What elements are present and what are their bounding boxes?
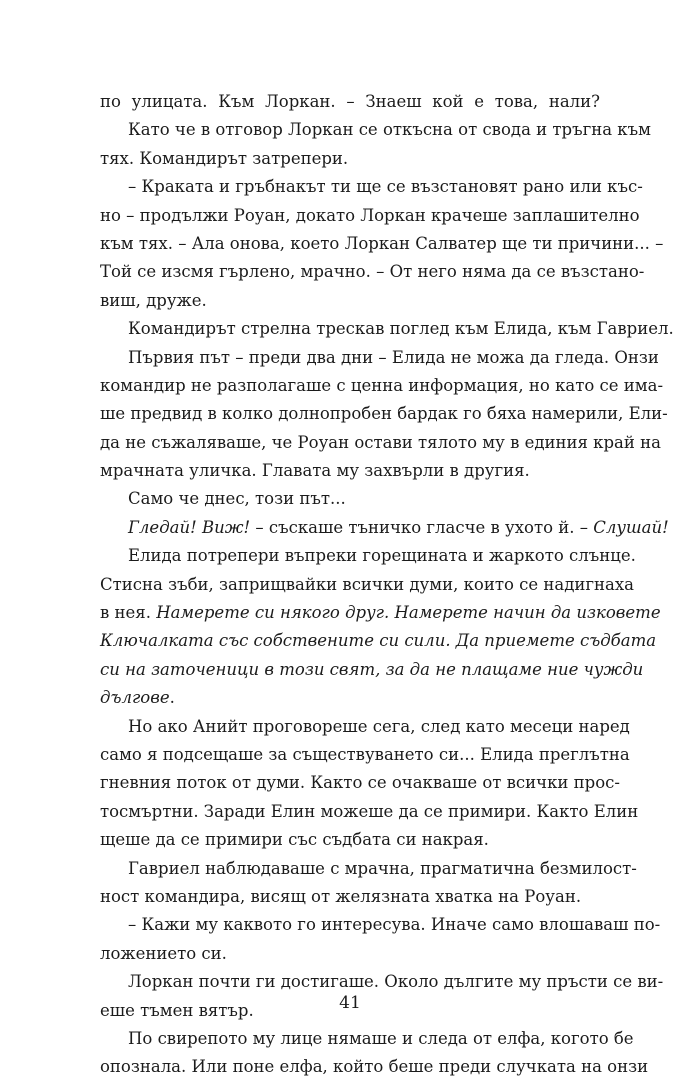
italic-phrase: Намерете си някого друг. Намерете начин да изковете xyxy=(156,603,661,623)
text-line: опознала. Или поне елфа, който беше преди случката на онзи xyxy=(100,1057,649,1077)
text-line: – Кажи му каквото го интересува. Иначе само влошаваш по- xyxy=(128,915,661,935)
text-line: Като че в отговор Лоркан се откъсна от свода и тръгна към xyxy=(128,120,651,140)
text-line: Но ако Анийт проговореше сега, след като месеци наред xyxy=(128,716,630,736)
italic-phrase: дългове xyxy=(100,688,170,708)
text-line: ше предвид в колко долнопробен бардак го бяха намерили, Ели- xyxy=(100,404,668,424)
text-line: виш, друже. xyxy=(100,290,207,310)
text-line xyxy=(100,684,600,712)
page-number: 41 xyxy=(339,993,361,1013)
text-line: еше тъмен вятър. xyxy=(100,1000,254,1020)
text-line xyxy=(100,514,669,542)
text-line: си на заточеници в този свят, за да не плащаме ние чужди xyxy=(100,659,644,679)
text-line: По свирепото му лице нямаше и следа от елфа, когото бе xyxy=(128,1028,634,1048)
text-line: по улицата. Към Лоркан. – Знаеш кой е това, нали? xyxy=(100,92,600,111)
text-line: ност командира, висящ от желязната хватка на Роуан. xyxy=(100,886,582,906)
text-line: Гавриел наблюдаваше с мрачна, прагматична безмилост- xyxy=(128,858,637,878)
text-line: само я подсещаше за съществуването си... Елида преглътна xyxy=(100,744,630,764)
body-text xyxy=(100,88,674,1082)
text-line: Първия път – преди два дни – Елида не можа да гледа. Онзи xyxy=(128,347,659,367)
text-line: щеше да се примири със съдбата си накрая. xyxy=(100,830,489,850)
text-line: но – продължи Роуан, докато Лоркан крачеше заплашително xyxy=(100,205,640,225)
text-line: – Краката и гръбнакът ти ще се възстановят рано или къс- xyxy=(128,177,643,197)
text-line: мрачната уличка. Главата му захвърли в другия. xyxy=(100,461,530,481)
text-line: Лоркан почти ги достигаше. Около дългите му пръсти се ви- xyxy=(128,972,664,992)
text-line: към тях. – Ала онова, което Лоркан Салватер ще ти причини... – xyxy=(100,233,664,253)
text-line: Той се изсмя гърлено, мрачно. – От него няма да се възстано- xyxy=(100,262,645,282)
text-line: командир не разполагаше с ценна информация, но като се има- xyxy=(100,375,664,395)
italic-phrase: Гледай! Виж! xyxy=(128,517,251,537)
text-line: тях. Командирът затрепери. xyxy=(100,148,349,168)
text-line: ложението си. xyxy=(100,943,227,963)
line-segment: . xyxy=(169,688,175,708)
text-line: гневния поток от думи. Както се очакваше от всички прос- xyxy=(100,773,620,793)
text-line: Само че днес, този път... xyxy=(128,489,346,509)
text-line: Ключалката със собствените си сили. Да приемете съдбата xyxy=(100,631,657,651)
text-line xyxy=(100,599,661,627)
text-line: Елида потрепери въпреки горещината и жаркото слънце. xyxy=(128,546,636,566)
text-line: Стисна зъби, заприщвайки всички думи, които се надигнаха xyxy=(100,574,634,594)
line-segment: в нея. xyxy=(100,603,157,623)
text-line: тосмъртни. Заради Елин можеше да се примири. Както Елин xyxy=(100,801,639,821)
text-line: да не съжаляваше, че Роуан остави тялото му в единия край на xyxy=(100,432,661,452)
line-segment: – съскаше тъничко гласче в ухото й. – xyxy=(250,517,594,537)
text-line: Командирът стрелна трескав поглед към Елида, към Гавриел. xyxy=(128,319,674,339)
italic-phrase: Слушай! xyxy=(593,517,669,537)
